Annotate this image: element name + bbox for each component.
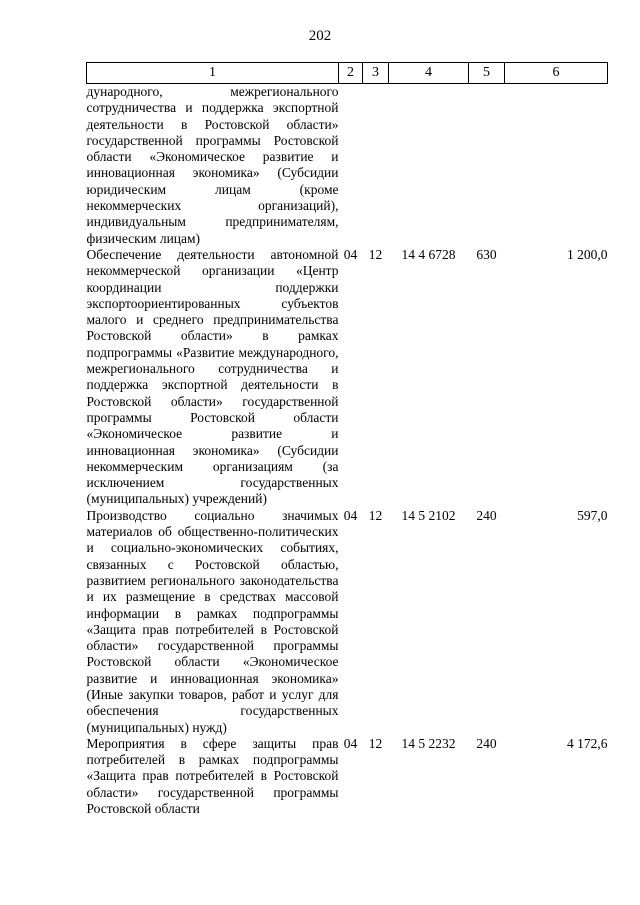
table-row [87, 247, 608, 508]
row-pr: 12 [368, 507, 383, 523]
row-pr: 12 [368, 246, 383, 262]
row-sum: 4 172,6 [567, 735, 608, 751]
row-csr: 14 4 6728 [401, 246, 456, 262]
header-col-3: 3 [363, 63, 389, 84]
row-rz: 04 [343, 735, 358, 751]
table-row [87, 84, 608, 247]
header-col-4: 4 [389, 63, 469, 84]
row-rz: 04 [343, 507, 358, 523]
row-vr: 240 [476, 507, 497, 523]
row-rz: 04 [343, 246, 358, 262]
row-name: Мероприятия в сфере защиты прав потребителей в рамках подпрограммы «Защита прав потребителей в Ростовской области» государственной программы Ростовской области [86, 735, 339, 817]
page-number: 202 [308, 28, 332, 44]
table-row [87, 508, 608, 736]
budget-table [86, 62, 608, 817]
row-vr: 240 [476, 735, 497, 751]
row-csr: 14 5 2102 [401, 507, 456, 523]
row-name: Обеспечение деятельности автономной некоммерческой организации «Центр координации поддержки экспортоориентированных субъектов малого и среднего предпринимательства Ростовской области» в рамках подпрограммы «Развитие международного, межрегионального сотрудничества и поддержка экспортной деятельности в Ростовской области» государственной программы Ростовской области «Экономическое развитие и инновационная экономика» (Субсидии некоммерческим организациям (за исключением государственных (муниципальных) учреждений) [86, 246, 339, 507]
table-header-row [87, 63, 608, 84]
header-col-6: 6 [505, 63, 608, 84]
header-col-1: 1 [87, 63, 339, 84]
row-name: дународного, межрегионального сотрудничества и поддержка экспортной деятельности в Ростовской области» государственной программы Ростовской области «Экономическое развитие и инновационная экономика» (Субсидии юридическим лицам (кроме некоммерческих организаций), индивидуальным предпринимателям, физическим лицам) [86, 84, 339, 246]
row-pr: 12 [368, 735, 383, 751]
row-sum: 597,0 [577, 507, 608, 523]
row-vr [469, 84, 505, 247]
row-pr [363, 84, 389, 247]
table-row [87, 736, 608, 817]
header-col-5: 5 [469, 63, 505, 84]
row-vr: 630 [476, 246, 497, 262]
row-sum: 1 200,0 [567, 246, 608, 262]
row-name: Производство социально значимых материалов об общественно-политических и социально-экономических событиях, связанных с Ростовской областью, развитием регионального законодательства и их размещение в средствах массовой информации в рамках подпрограммы «Защита прав потребителей в Ростовской области» государственной программы Ростовской области «Экономическое развитие и инновационная экономика» (Иные закупки товаров, работ и услуг для обеспечения государственных (муниципальных) нужд) [86, 507, 339, 735]
row-csr: 14 5 2232 [401, 735, 456, 751]
row-csr [389, 84, 469, 247]
row-rz [339, 84, 363, 247]
header-col-2: 2 [339, 63, 363, 84]
row-sum [505, 84, 608, 247]
